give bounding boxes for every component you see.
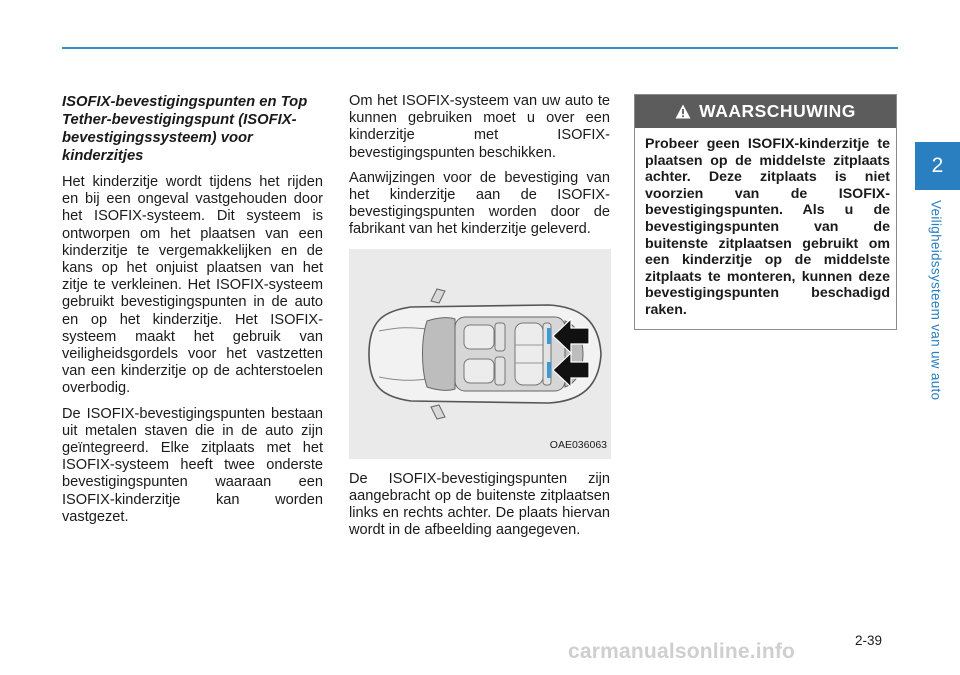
isofix-figure: [349, 249, 611, 459]
section-heading: ISOFIX-bevestigingspunten en Top Tether-bevestigingspunt (ISOFIX-bevestigingssysteem) voor kinderzitjes: [62, 94, 308, 164]
chapter-title-wrap: [926, 200, 946, 410]
top-rule: [62, 47, 898, 49]
chapter-title: Veiligheidssysteem van uw auto: [928, 200, 944, 401]
body-paragraph: Om het ISOFIX-systeem van uw auto te kunnen gebruiken moet u over een kinderzitje met ISOFIX-bevestigingspunten beschikken.: [349, 93, 610, 161]
chapter-number: 2: [931, 154, 944, 177]
column-middle: [349, 93, 610, 547]
warning-title: WAARSCHUWING: [699, 101, 856, 121]
figure-caption: De ISOFIX-bevestigingspunten zijn aangebracht op de buitenste zitplaatsen links en rechts achter. De plaats hiervan wordt in de afbeelding aangegeven.: [349, 470, 610, 539]
chapter-tab: [915, 142, 960, 190]
column-left: [62, 93, 323, 534]
body-paragraph: Het kinderzitje wordt tijdens het rijden en bij een ongeval vastgehouden door het ISOFIX-systeem. Dit systeem is ontworpen om het plaatsen van een kinderzitje te vergemakkelijken en de kans op het onjuist plaatsen van het zitje te verkleinen. Het ISOFIX-systeem gebruikt bevestigingspunten in de auto en op het kinderzitje. Het ISOFIX-systeem maakt het gebruik van veiligheidsgordels voor het vastzetten van een kinderzitje op de achterstoelen overbodig.: [62, 174, 323, 397]
car-top-view-illustration: [349, 249, 611, 459]
warning-triangle-icon: [675, 104, 691, 119]
isofix-anchor-marker: [547, 362, 551, 378]
figure-code: OAE036063: [549, 439, 607, 452]
body-paragraph: De ISOFIX-bevestigingspunten bestaan uit metalen staven die in de auto zijn geïntegreerd. Elke zitplaats met het ISOFIX-systeem heeft twee onderste bevestigingspunten waaraan een ISOFIX-kinderzitje kan worden vastgezet.: [62, 405, 323, 525]
warning-header: [635, 95, 896, 128]
page-number: 2-39: [855, 633, 883, 648]
warning-box: [634, 94, 897, 330]
isofix-anchor-marker: [547, 328, 551, 344]
watermark: carmanualsonline.info: [568, 640, 796, 663]
warning-text: Probeer geen ISOFIX-kinderzitje te plaatsen op de middelste zitplaats achter. Deze zitplaats is niet voorzien van de ISOFIX-bevestigingspunten. Als u de bevestigingspunten van de buitenste zitplaatsen gebruikt om een kinderzitje op de middelste zitplaats te monteren, kunnen deze bevestigingspunten beschadigd raken.: [645, 136, 890, 318]
body-paragraph: Aanwijzingen voor de bevestiging van het kinderzitje aan de ISOFIX-bevestigingspunten worden door de fabrikant van het kinderzitje geleverd.: [349, 169, 610, 238]
